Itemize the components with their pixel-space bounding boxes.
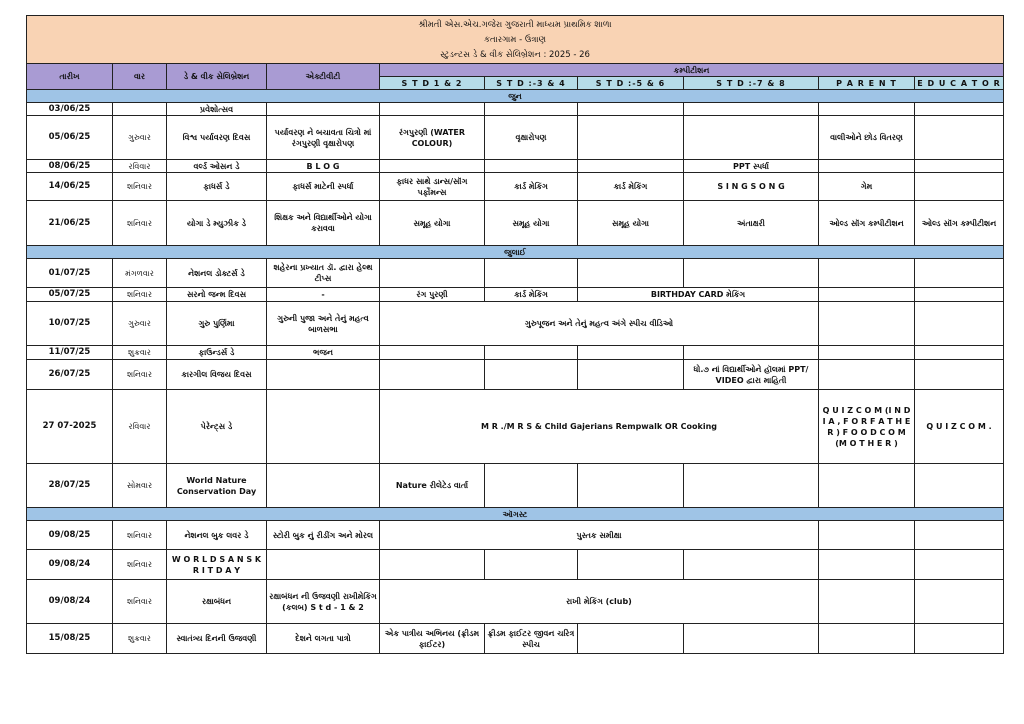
empty-cell xyxy=(819,160,915,173)
table-cell: સમૂહ યોગા xyxy=(578,201,684,246)
empty-cell xyxy=(915,360,1004,390)
empty-cell xyxy=(578,346,684,360)
table-row xyxy=(27,346,1004,360)
table-cell: અંતાક્ષરી xyxy=(684,201,819,246)
table-row xyxy=(27,550,1004,580)
empty-cell xyxy=(578,259,684,288)
table-cell: ફ્રીડમ ફાઈટર જીવન ચરિત્ર સ્પીચ xyxy=(485,624,578,654)
page-title: સ્ટુડન્ટસ ડે & વીક સેલિબ્રેશન : 2025 - 26 xyxy=(27,48,1004,64)
empty-cell xyxy=(578,116,684,160)
table-row xyxy=(27,580,1004,624)
empty-cell xyxy=(267,464,380,508)
table-cell: શહેરના પ્રખ્યાત ડૉ. દ્વારા હેલ્થ ટીપ્સ xyxy=(267,259,380,288)
table-row xyxy=(27,288,1004,302)
table-cell: સ્વાતંત્ર્ય દિનની ઉજવણી xyxy=(167,624,267,654)
empty-cell xyxy=(915,160,1004,173)
table-cell: કાર્ડ મેકિંગ xyxy=(485,288,578,302)
table-cell: ફાઉન્ડર્સ ડે xyxy=(167,346,267,360)
schedule-table xyxy=(26,15,1004,654)
table-row xyxy=(27,521,1004,550)
empty-cell xyxy=(267,390,380,464)
table-cell: પ્રવેશોત્સવ xyxy=(167,103,267,116)
empty-cell xyxy=(819,580,915,624)
table-cell: રક્ષાબંધન ની ઉજવણી રાખીમેકિંગ (કલબ) S t d - 1 & 2 xyxy=(267,580,380,624)
month-july: જુલાઈ xyxy=(27,246,1004,259)
empty-cell xyxy=(915,116,1004,160)
empty-cell xyxy=(267,360,380,390)
table-row xyxy=(27,160,1004,173)
table-cell: ઓલ્ડ સૉંગ કમ્પીટીશન xyxy=(915,201,1004,246)
col-std12: S T D 1 & 2 xyxy=(380,77,485,90)
table-cell: M R ./M R S & Child Gajerians Rempwalk OR Cooking xyxy=(380,390,819,464)
empty-cell xyxy=(380,160,485,173)
col-educator: E D U C A T O R xyxy=(915,77,1004,90)
col-celebration: ડે & વીક સેલિબ્રેશન xyxy=(167,64,267,90)
empty-cell xyxy=(684,624,819,654)
table-cell: કાર્ડ મેકિંગ xyxy=(485,173,578,201)
table-cell: 09/08/24 xyxy=(27,550,113,580)
table-cell: પેરેન્ટ્સ ડે xyxy=(167,390,267,464)
table-cell: 27 07-2025 xyxy=(27,390,113,464)
table-cell: શિક્ષક અને વિદ્યાર્થીઓને યોગા કરાવવા xyxy=(267,201,380,246)
school-name: શ્રીમતી એસ.એચ.ગજેરા ગુજરાતી માધ્યમ પ્રાથમિક શાળા xyxy=(27,16,1004,34)
table-cell: World Nature Conservation Day xyxy=(167,464,267,508)
empty-cell xyxy=(915,103,1004,116)
table-cell: રાખી મેકિંગ (club) xyxy=(380,580,819,624)
table-cell: વૃક્ષારોપણ xyxy=(485,116,578,160)
table-row xyxy=(27,360,1004,390)
table-row xyxy=(27,624,1004,654)
table-cell: દેશને લગતા પાત્રો xyxy=(267,624,380,654)
table-cell: 08/06/25 xyxy=(27,160,113,173)
table-cell: કારગીલ વિજય દિવસ xyxy=(167,360,267,390)
empty-cell xyxy=(819,550,915,580)
table-cell: શનિવાર xyxy=(113,288,167,302)
table-cell xyxy=(113,103,167,116)
table-cell: Nature રીલેટેડ વાર્તા xyxy=(380,464,485,508)
table-cell: 28/07/25 xyxy=(27,464,113,508)
table-cell: સરનો જન્મ દિવસ xyxy=(167,288,267,302)
empty-cell xyxy=(684,103,819,116)
table-cell: નેશનલ બુક લવર ડે xyxy=(167,521,267,550)
col-std34: S T D :-3 & 4 xyxy=(485,77,578,90)
empty-cell xyxy=(819,521,915,550)
empty-cell xyxy=(819,103,915,116)
col-std78: S T D :-7 & 8 xyxy=(684,77,819,90)
table-cell: પર્યાવરણ ને બચાવતા ચિત્રો માં રંગપુરણી વૃક્ષારોપણ xyxy=(267,116,380,160)
col-parent: P A R E N T xyxy=(819,77,915,90)
empty-cell xyxy=(819,302,915,346)
table-row xyxy=(27,116,1004,160)
empty-cell xyxy=(915,464,1004,508)
empty-cell xyxy=(578,160,684,173)
empty-cell xyxy=(578,550,684,580)
empty-cell xyxy=(485,259,578,288)
table-cell: W O R L D S A N S K R I T D A Y xyxy=(167,550,267,580)
table-cell: ફાધર્સ માટેની સ્પર્ધા xyxy=(267,173,380,201)
table-cell: ગુરુપૂજન અને તેનું મહત્વ અંગે સ્પીચ વીડિઓ xyxy=(380,302,819,346)
empty-cell xyxy=(915,624,1004,654)
table-cell: 03/06/25 xyxy=(27,103,113,116)
month-august: ઑગસ્ટ xyxy=(27,508,1004,521)
table-cell: 11/07/25 xyxy=(27,346,113,360)
table-cell: સોમવાર xyxy=(113,464,167,508)
table-cell: 14/06/25 xyxy=(27,173,113,201)
table-row xyxy=(27,201,1004,246)
empty-cell xyxy=(380,346,485,360)
table-cell: 21/06/25 xyxy=(27,201,113,246)
empty-cell xyxy=(578,103,684,116)
table-row xyxy=(27,103,1004,116)
table-cell: નેશનલ ડોક્ટર્સ ડે xyxy=(167,259,267,288)
table-cell: એક પાત્રીય અભિનય (ફ્રીડમ ફાઈટર) xyxy=(380,624,485,654)
table-cell: ગુરુની પુજા અને તેનું મહત્વ બાળસભા xyxy=(267,302,380,346)
table-cell: વર્લ્ડ ઓસન ડે xyxy=(167,160,267,173)
empty-cell xyxy=(485,160,578,173)
col-competition: કમ્પીટીશન xyxy=(380,64,1004,77)
table-cell: શનિવાર xyxy=(113,521,167,550)
empty-cell xyxy=(684,550,819,580)
empty-cell xyxy=(380,550,485,580)
col-std56: S T D :-5 & 6 xyxy=(578,77,684,90)
table-cell: રંગ પુરણી xyxy=(380,288,485,302)
empty-cell xyxy=(267,103,380,116)
table-cell: પુસ્તક સમીક્ષા xyxy=(380,521,819,550)
table-row xyxy=(27,390,1004,464)
table-cell: રવિવાર xyxy=(113,160,167,173)
empty-cell xyxy=(915,173,1004,201)
schedule-sheet xyxy=(26,15,1003,654)
empty-cell xyxy=(819,464,915,508)
table-cell: ભજન xyxy=(267,346,380,360)
table-cell: 01/07/25 xyxy=(27,259,113,288)
empty-cell xyxy=(380,360,485,390)
empty-cell xyxy=(819,259,915,288)
table-cell: મંગળવાર xyxy=(113,259,167,288)
empty-cell xyxy=(578,464,684,508)
table-cell: S I N G S O N G xyxy=(684,173,819,201)
empty-cell xyxy=(485,550,578,580)
table-cell: PPT સ્પર્ધા xyxy=(684,160,819,173)
table-cell: 05/06/25 xyxy=(27,116,113,160)
table-cell: શનિવાર xyxy=(113,201,167,246)
empty-cell xyxy=(380,103,485,116)
table-cell: વાલીઓને છોડ વિતરણ xyxy=(819,116,915,160)
table-row xyxy=(27,173,1004,201)
table-cell: સમૂહ યોગા xyxy=(485,201,578,246)
empty-cell xyxy=(915,346,1004,360)
table-cell: ઓલ્ડ સૉંગ કમ્પીટીશન xyxy=(819,201,915,246)
table-cell: શુક્રવાર xyxy=(113,346,167,360)
col-day: વાર xyxy=(113,64,167,90)
table-cell: શનિવાર xyxy=(113,360,167,390)
table-cell: 09/08/25 xyxy=(27,521,113,550)
table-cell: B L O G xyxy=(267,160,380,173)
table-cell: 10/07/25 xyxy=(27,302,113,346)
empty-cell xyxy=(915,259,1004,288)
empty-cell xyxy=(819,288,915,302)
empty-cell xyxy=(915,302,1004,346)
empty-cell xyxy=(915,288,1004,302)
empty-cell xyxy=(915,580,1004,624)
table-cell: રક્ષાબંધન xyxy=(167,580,267,624)
table-cell: વિશ્વ પર્યાવરણ દિવસ xyxy=(167,116,267,160)
table-cell: કાર્ડ મેકિંગ xyxy=(578,173,684,201)
table-cell: Q U I Z C O M . xyxy=(915,390,1004,464)
empty-cell xyxy=(915,521,1004,550)
empty-cell xyxy=(684,259,819,288)
table-row xyxy=(27,464,1004,508)
table-cell: સમૂહ યોગા xyxy=(380,201,485,246)
empty-cell xyxy=(684,116,819,160)
school-location: કતારગામ - ઉત્રાણ xyxy=(27,33,1004,48)
table-cell: ફાધર સાથે ડાન્સ/સૉંગ પર્ફોમન્સ xyxy=(380,173,485,201)
table-cell: 26/07/25 xyxy=(27,360,113,390)
table-cell: ગેમ xyxy=(819,173,915,201)
table-cell: BIRTHDAY CARD મેકિંગ xyxy=(578,288,819,302)
empty-cell xyxy=(485,464,578,508)
col-activity: એક્ટીવીટી xyxy=(267,64,380,90)
table-cell: શુક્રવાર xyxy=(113,624,167,654)
empty-cell xyxy=(485,346,578,360)
month-june: જુન xyxy=(27,90,1004,103)
empty-cell xyxy=(578,624,684,654)
table-cell: 09/08/24 xyxy=(27,580,113,624)
empty-cell xyxy=(267,550,380,580)
table-cell: સ્ટોરી બુક નું રીડીંગ અને મોરલ xyxy=(267,521,380,550)
empty-cell xyxy=(684,464,819,508)
empty-cell xyxy=(485,103,578,116)
table-row xyxy=(27,302,1004,346)
table-cell: 15/08/25 xyxy=(27,624,113,654)
col-date: તારીખ xyxy=(27,64,113,90)
table-cell: ગુરુવાર xyxy=(113,116,167,160)
empty-cell xyxy=(485,360,578,390)
empty-cell xyxy=(819,624,915,654)
table-cell: યોગા ડે મ્યુઝીક ડે xyxy=(167,201,267,246)
empty-cell xyxy=(380,259,485,288)
table-cell: ગુરુ પુર્ણિમા xyxy=(167,302,267,346)
empty-cell xyxy=(915,550,1004,580)
empty-cell xyxy=(819,360,915,390)
table-cell: ધો.૭ નાં વિદ્યાર્થીઓને હૉલમાં PPT/ VIDEO દ્વારા માહિતી xyxy=(684,360,819,390)
table-cell: રંગપુરણી (WATER COLOUR) xyxy=(380,116,485,160)
table-row xyxy=(27,259,1004,288)
table-cell: ફાધર્સ ડે xyxy=(167,173,267,201)
table-cell: શનિવાર xyxy=(113,580,167,624)
table-cell: ગુરુવાર xyxy=(113,302,167,346)
table-cell: રવિવાર xyxy=(113,390,167,464)
table-cell: 05/07/25 xyxy=(27,288,113,302)
empty-cell xyxy=(578,360,684,390)
table-cell: શનિવાર xyxy=(113,550,167,580)
empty-cell xyxy=(819,346,915,360)
empty-cell xyxy=(684,346,819,360)
table-cell: Q U I Z C O M (I N D I A , F O R F A T H E R ) F O O D C O M (M O T H E R ) xyxy=(819,390,915,464)
table-cell: - xyxy=(267,288,380,302)
table-cell: શનિવાર xyxy=(113,173,167,201)
